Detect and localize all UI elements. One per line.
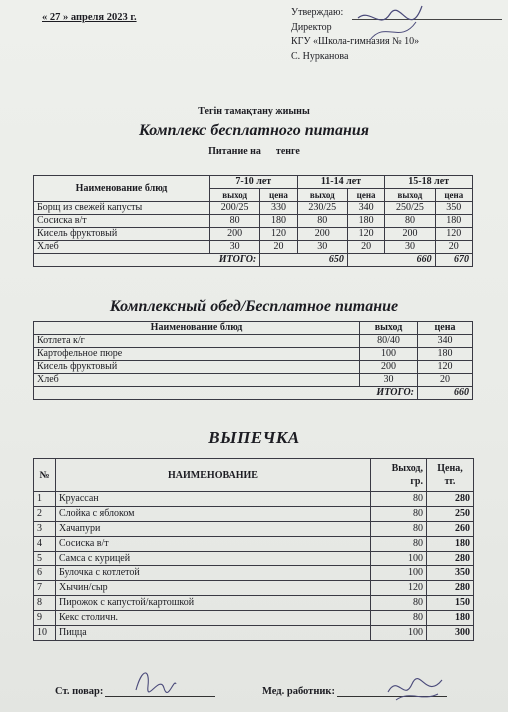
cell: 30 <box>210 241 260 254</box>
total-label: ИТОГО: <box>34 254 260 267</box>
table-row <box>34 581 474 596</box>
cell: 340 <box>347 202 384 215</box>
cell: 20 <box>347 241 384 254</box>
cell: 80 <box>385 215 435 228</box>
cell: 180 <box>418 348 473 361</box>
cook-signature-mark <box>130 664 180 700</box>
director-signature-mark <box>350 0 430 60</box>
cell: 200 <box>210 228 260 241</box>
cell: 350 <box>435 202 472 215</box>
table-row <box>34 202 473 215</box>
sub-out: выход <box>297 189 347 202</box>
row-no: 2 <box>34 506 56 521</box>
total-row <box>34 387 473 400</box>
cell: 120 <box>435 228 472 241</box>
row-no: 10 <box>34 626 56 641</box>
col-price-header: цена <box>418 322 473 335</box>
sub-price: цена <box>260 189 297 202</box>
title-lunch: Комплексный обед/Бесплатное питание <box>109 298 399 315</box>
group-15-18-header: 15-18 лет <box>385 176 473 189</box>
item-price: 150 <box>427 596 474 611</box>
item-price: 300 <box>427 626 474 641</box>
sub-price: цена <box>435 189 472 202</box>
item-price: 260 <box>427 521 474 536</box>
item-name: Пирожок с капустой/картошкой <box>56 596 371 611</box>
cell: 200 <box>360 361 418 374</box>
cell: 180 <box>435 215 472 228</box>
approval-line-1: Утверждаю: <box>291 7 344 18</box>
table-row <box>34 596 474 611</box>
row-no: 7 <box>34 581 56 596</box>
col-name-header: Наименование блюд <box>34 322 360 335</box>
item-name: Сосиска в/т <box>56 536 371 551</box>
table-row <box>34 228 473 241</box>
item-out: 100 <box>371 566 427 581</box>
total-11-14: 660 <box>347 254 435 267</box>
item-name: Пицца <box>56 626 371 641</box>
item-out: 80 <box>371 536 427 551</box>
cell: 200/25 <box>210 202 260 215</box>
item-name: Булочка с котлетой <box>56 566 371 581</box>
cell: 30 <box>385 241 435 254</box>
medic-signature-mark <box>382 672 448 706</box>
table-row <box>34 348 473 361</box>
title-bakery: ВЫПЕЧКА <box>208 428 300 447</box>
group-11-14-header: 11-14 лет <box>297 176 385 189</box>
item-out: 80 <box>371 596 427 611</box>
cell: 230/25 <box>297 202 347 215</box>
col-no-header: № <box>34 459 56 492</box>
item-name: Самса с курицей <box>56 551 371 566</box>
cell: 30 <box>360 374 418 387</box>
col-name-header: НАИМЕНОВАНИЕ <box>56 459 371 492</box>
sub-price: цена <box>347 189 384 202</box>
sub-out: выход <box>385 189 435 202</box>
dish-name: Сосиска в/т <box>34 215 210 228</box>
cell: 200 <box>297 228 347 241</box>
table-row <box>34 551 474 566</box>
row-no: 9 <box>34 611 56 626</box>
table-header-row <box>34 322 473 335</box>
item-name: Слойка с яблоком <box>56 506 371 521</box>
cell: 80/40 <box>360 335 418 348</box>
table-row <box>34 566 474 581</box>
free-meal-table <box>33 175 473 267</box>
item-out: 80 <box>371 506 427 521</box>
table-row <box>34 521 474 536</box>
cell: 180 <box>347 215 384 228</box>
row-no: 4 <box>34 536 56 551</box>
col-price-header: Цена, тг. <box>427 459 474 492</box>
lunch-table <box>33 321 473 400</box>
table-row <box>34 335 473 348</box>
table-row <box>34 506 474 521</box>
row-no: 6 <box>34 566 56 581</box>
document-date: « 27 » апреля 2023 г. <box>42 12 137 23</box>
total-value: 660 <box>418 387 473 400</box>
total-7-10: 650 <box>260 254 348 267</box>
item-name: Хычин/сыр <box>56 581 371 596</box>
total-row <box>34 254 473 267</box>
table-row <box>34 626 474 641</box>
dish-name: Картофельное пюре <box>34 348 360 361</box>
cell: 80 <box>297 215 347 228</box>
row-no: 3 <box>34 521 56 536</box>
cell: 80 <box>210 215 260 228</box>
dish-name: Кисель фруктовый <box>34 228 210 241</box>
cell: 120 <box>260 228 297 241</box>
bakery-table <box>33 458 474 641</box>
item-name: Кекс столичн. <box>56 611 371 626</box>
item-price: 180 <box>427 536 474 551</box>
table-row <box>34 611 474 626</box>
approval-line-2: Директор <box>291 21 332 33</box>
total-label: ИТОГО: <box>34 387 418 400</box>
item-price: 250 <box>427 506 474 521</box>
dish-name: Хлеб <box>34 241 210 254</box>
table-row <box>34 536 474 551</box>
item-out: 100 <box>371 551 427 566</box>
table-row <box>34 215 473 228</box>
item-price: 180 <box>427 611 474 626</box>
row-no: 1 <box>34 492 56 507</box>
total-15-18: 670 <box>435 254 472 267</box>
cell: 120 <box>418 361 473 374</box>
table-row <box>34 374 473 387</box>
item-price: 280 <box>427 581 474 596</box>
group-7-10-header: 7-10 лет <box>210 176 298 189</box>
item-price: 280 <box>427 551 474 566</box>
medic-label: Мед. работник: <box>262 686 335 697</box>
item-price: 280 <box>427 492 474 507</box>
cell: 180 <box>260 215 297 228</box>
row-no: 5 <box>34 551 56 566</box>
dish-name: Котлета к/г <box>34 335 360 348</box>
item-name: Хачапури <box>56 521 371 536</box>
item-out: 80 <box>371 492 427 507</box>
table-row <box>34 361 473 374</box>
item-out: 100 <box>371 626 427 641</box>
approval-line-3: КГУ «Школа-гимназия № 10» <box>291 36 420 47</box>
col-out-header: Выход, гр. <box>371 459 427 492</box>
cell: 340 <box>418 335 473 348</box>
approval-line-4: С. Нурканова <box>291 50 349 62</box>
table-header-row <box>34 176 473 189</box>
title-complex: Комплекс бесплатного питания <box>139 122 369 139</box>
col-name-header: Наименование блюд <box>34 176 210 202</box>
dish-name: Борщ из свежей капусты <box>34 202 210 215</box>
item-out: 80 <box>371 611 427 626</box>
row-no: 8 <box>34 596 56 611</box>
cell: 250/25 <box>385 202 435 215</box>
cell: 100 <box>360 348 418 361</box>
title-kz: Тегін тамақтану жиыны <box>198 106 310 117</box>
col-out-header: выход <box>360 322 418 335</box>
table-row <box>34 492 474 507</box>
table-header-row <box>34 459 474 492</box>
cell: 30 <box>297 241 347 254</box>
item-out: 80 <box>371 521 427 536</box>
item-name: Круассан <box>56 492 371 507</box>
dish-name: Кисель фруктовый <box>34 361 360 374</box>
item-price: 350 <box>427 566 474 581</box>
cell: 200 <box>385 228 435 241</box>
dish-name: Хлеб <box>34 374 360 387</box>
cell: 20 <box>435 241 472 254</box>
title-sub: Питание на тенге <box>208 146 300 157</box>
cook-label: Ст. повар: <box>55 686 104 697</box>
table-row <box>34 241 473 254</box>
cell: 20 <box>418 374 473 387</box>
item-out: 120 <box>371 581 427 596</box>
cell: 120 <box>347 228 384 241</box>
cell: 330 <box>260 202 297 215</box>
sub-out: выход <box>210 189 260 202</box>
cell: 20 <box>260 241 297 254</box>
